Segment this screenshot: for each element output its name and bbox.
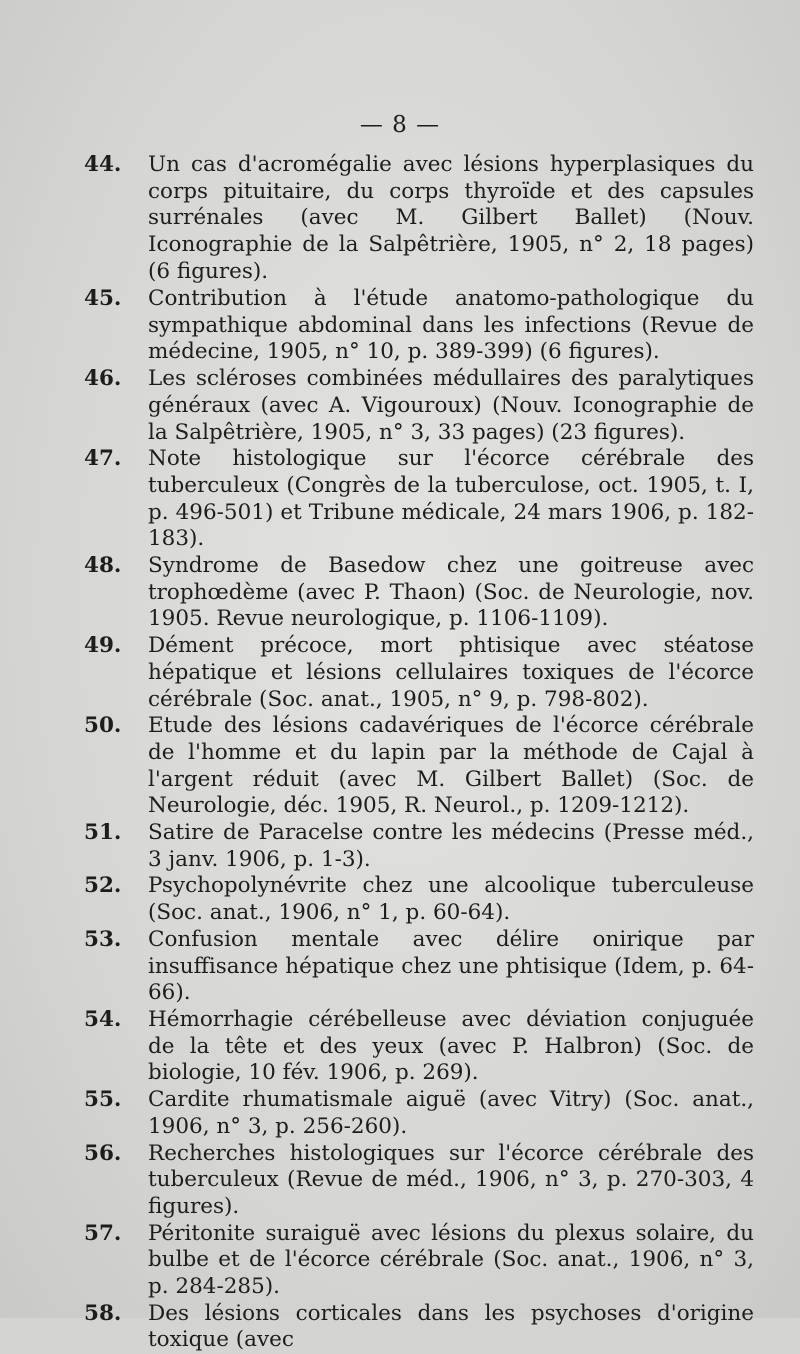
list-item <box>0 633 800 713</box>
entry-number: 44. <box>84 152 122 177</box>
entry-text: Syndrome de Basedow chez une goitreuse avec trophœdème (avec P. Thaon) (Soc. de Neurologie, nov. 1905. Revue neurologique, p. 1106-1109). <box>148 553 754 632</box>
entry-number: 48. <box>84 553 122 579</box>
entry-text: Recherches histologiques sur l'écorce cérébrale des tuberculeux (Revue de méd., 1906, n° 3, p. 270-303, 4 figures). <box>148 1140 754 1219</box>
list-item <box>0 1087 800 1140</box>
bibliography-list <box>0 152 800 1354</box>
entry-text: Etude des lésions cadavériques de l'écorce cérébrale de l'homme et du lapin par la méthode de Cajal à l'argent réduit (avec M. Gilbert Ballet) (Soc. de Neurologie, déc. 1905, R. Neurol., p. 1209-1212). <box>148 713 754 819</box>
list-item <box>0 152 800 286</box>
entry-number: 58. <box>84 1300 122 1326</box>
entry-number: 45. <box>84 286 122 312</box>
list-item <box>0 366 800 446</box>
entry-text: Psychopolynévrite chez une alcoolique tuberculeuse (Soc. anat., 1906, n° 1, p. 60-64). <box>148 873 754 926</box>
entry-number: 56. <box>84 1140 122 1166</box>
list-item <box>0 873 800 926</box>
entry-text: Dément précoce, mort phtisique avec stéatose hépatique et lésions cellulaires toxiques de l'écorce cérébrale (Soc. anat., 1905, n° 9, p. 798-802). <box>148 633 754 712</box>
list-item <box>0 1221 800 1301</box>
entry-number: 52. <box>84 873 122 899</box>
entry-number: 47. <box>84 446 122 472</box>
entry-text: Cardite rhumatismale aiguë (avec Vitry) (Soc. anat., 1906, n° 3, p. 256-260). <box>148 1087 754 1139</box>
entry-number: 49. <box>84 633 122 659</box>
entry-number: 53. <box>84 926 122 952</box>
entry-number: 57. <box>84 1220 122 1246</box>
entry-number: 46. <box>84 366 122 392</box>
entry-text: Des lésions corticales dans les psychoses d'origine toxique (avec <box>148 1300 754 1353</box>
list-item <box>0 286 800 366</box>
entry-text: Confusion mentale avec délire onirique par insuffisance hépatique chez une phtisique (Idem, p. 64-66). <box>148 926 754 1006</box>
entry-text: Hémorrhagie cérébelleuse avec déviation conjuguée de la tête et des yeux (avec P. Halbron) (Soc. de biologie, 10 fév. 1906, p. 269). <box>148 1007 754 1086</box>
entry-text: Les scléroses combinées médullaires des paralytiques généraux (avec A. Vigouroux) (Nouv. Iconographie de la Salpêtrière, 1905, n° 3, 33 pages) (23 figures). <box>148 366 754 445</box>
entry-text: Note histologique sur l'écorce cérébrale des tuberculeux (Congrès de la tuberculose, oct. 1905, t. I, p. 496-501) et Tribune médicale, 24 mars 1906, p. 182-183). <box>148 446 754 552</box>
list-item <box>0 553 800 633</box>
entry-number: 50. <box>84 713 122 739</box>
entry-text: Un cas d'acromégalie avec lésions hyperplasiques du corps pituitaire, du corps thyroïde et des capsules surrénales (avec M. Gilbert Ballet) (Nouv. Iconographie de la Salpêtrière, 1905, n° 2, 18 pages) (6 figures). <box>148 152 754 284</box>
entry-text: Péritonite suraiguë avec lésions du plexus solaire, du bulbe et de l'écorce cérébrale (Soc. anat., 1906, n° 3, p. 284-285). <box>148 1220 754 1300</box>
entry-number: 51. <box>84 820 122 846</box>
entry-text: Satire de Paracelse contre les médecins (Presse méd., 3 janv. 1906, p. 1-3). <box>148 820 754 872</box>
list-item <box>0 927 800 1007</box>
page-number: — 8 — <box>359 112 441 138</box>
list-item <box>0 820 800 873</box>
list-item <box>0 446 800 553</box>
list-item <box>0 1141 800 1221</box>
list-item <box>0 713 800 820</box>
entry-number: 55. <box>84 1087 122 1113</box>
entry-number: 54. <box>84 1007 122 1032</box>
list-item <box>0 1007 800 1087</box>
list-item <box>0 1301 800 1354</box>
entry-text: Contribution à l'étude anatomo-pathologique du sympathique abdominal dans les infections (Revue de médecine, 1905, n° 10, p. 389-399) (6 figures). <box>148 286 754 365</box>
